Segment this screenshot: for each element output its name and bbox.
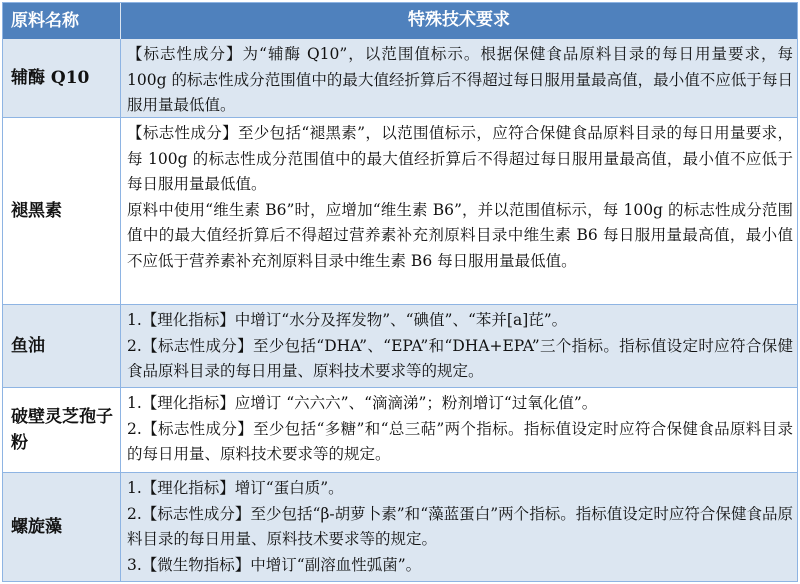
requirement-line: 2.【标志性成分】至少包括“DHA”、“EPA”和“DHA+EPA”三个指标。指标值设定时应符合保健食品原料目录的每日用量、原料技术要求等的规定。 — [127, 336, 793, 380]
requirement-text — [121, 473, 797, 581]
requirement-line: 1.【理化指标】应增订 “六六六”、“滴滴涕”；粉剂增订“过氧化值”。 — [127, 394, 598, 412]
requirement-line: 【标志性成分】为“辅酶 Q10”，以范围值标示。根据保健食品原料目录的每日用量要求，每 100g 的标志性成分范围值中的最大值经折算后不得超过每日服用量最高值，最小值不应低于每日服用量最低值。 — [127, 45, 793, 114]
material-name: 破壁灵芝孢子粉 — [3, 388, 121, 472]
header-material-name: 原料名称 — [3, 3, 121, 39]
table-row — [3, 387, 797, 472]
requirement-line: 2.【标志性成分】至少包括“β-胡萝卜素”和“藻蓝蛋白”两个指标。指标值设定时应符合保健食品原料目录的每日用量、原料技术要求等的规定。 — [127, 504, 793, 548]
requirement-line: 【标志性成分】至少包括“褪黑素”，以范围值标示，应符合保健食品原料目录的每日用量要求，每 100g 的标志性成分范围值中的最大值经折算后不得超过每日服用量最高值，最小值不应低于每日服用量最低值。 — [127, 124, 793, 193]
table-row — [3, 304, 797, 387]
requirement-line: 1.【理化指标】中增订“水分及挥发物”、“碘值”、“苯并[a]芘”。 — [127, 311, 568, 329]
spec-table — [2, 2, 798, 582]
requirement-line: 1.【理化指标】增订“蛋白质”。 — [127, 479, 344, 497]
table-header — [3, 3, 797, 39]
header-special-requirements: 特殊技术要求 — [121, 3, 797, 39]
material-name: 褪黑素 — [3, 118, 121, 304]
material-name: 螺旋藻 — [3, 473, 121, 581]
requirement-text — [121, 118, 797, 304]
requirement-text — [121, 39, 797, 117]
material-name: 辅酶 Q10 — [3, 39, 121, 117]
table-row — [3, 39, 797, 117]
material-name: 鱼油 — [3, 305, 121, 387]
requirement-line: 3.【微生物指标】中增订“副溶血性弧菌”。 — [127, 555, 422, 574]
requirement-line: 2.【标志性成分】至少包括“多糖”和“总三萜”两个指标。指标值设定时应符合保健食品原料目录的每日用量、原料技术要求等的规定。 — [127, 419, 793, 463]
table-row — [3, 117, 797, 304]
table-row — [3, 472, 797, 581]
requirement-text — [121, 305, 797, 387]
requirement-line: 原料中使用“维生素 B6”时，应增加“维生素 B6”，并以范围值标示，每 100g 的标志性成分范围值中的最大值经折算后不得超过营养素补充剂原料目录中维生素 B6 每日服用量最高值，最小值不应低于营养素补充剂原料目录中维生素 B6 每日服用量最低值。 — [127, 200, 793, 270]
requirement-text — [121, 388, 797, 472]
